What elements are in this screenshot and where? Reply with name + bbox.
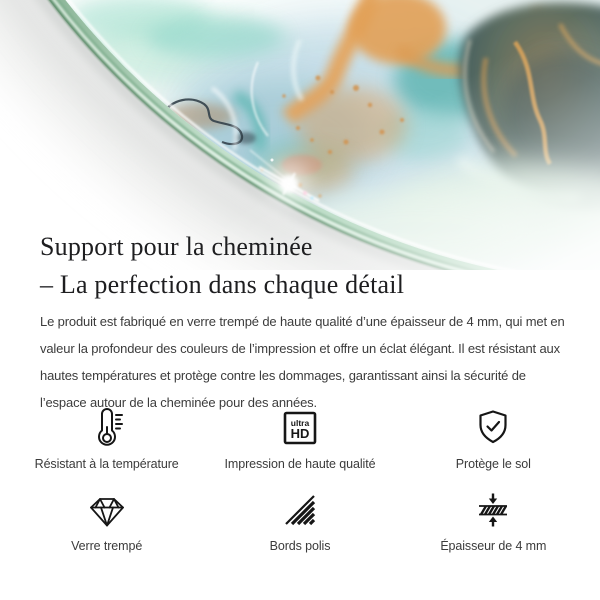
page-title (40, 228, 560, 304)
feature-temperature-resistant (10, 405, 203, 471)
ultra-hd-icon (278, 405, 322, 451)
page-title-line2: – La perfection dans chaque détail (40, 270, 405, 299)
diamond-icon (85, 487, 129, 533)
features-grid (10, 405, 590, 553)
feature-label: Résistant à la température (34, 457, 179, 471)
feature-label: Bords polis (269, 539, 331, 553)
feature-label: Verre trempé (71, 539, 143, 553)
svg-text:ultra: ultra (290, 418, 310, 428)
feature-label: Protège le sol (455, 457, 531, 471)
product-description: Le produit est fabriqué en verre trempé de haute qualité d’une épaisseur de 4 mm, qui met en valeur la profondeur des couleurs de l’impression et offre un éclat élégant. Il est résistant aux hautes températures et protège contre les dommages, garantissant ainsi la sécurité de l’espace autour de la cheminée pour des années. (40, 314, 565, 410)
feature-label: Épaisseur de 4 mm (440, 539, 547, 553)
shield-check-icon (471, 405, 515, 451)
page-title-line1: Support pour la cheminée (40, 232, 313, 261)
feature-label: Impression de haute qualité (224, 457, 376, 471)
feature-floor-protection (397, 405, 590, 471)
thermometer-icon (85, 405, 129, 451)
feature-polished-edges (203, 487, 396, 553)
feature-thickness (397, 487, 590, 553)
feature-print-quality (203, 405, 396, 471)
polished-edges-icon (278, 487, 322, 533)
feature-tempered-glass (10, 487, 203, 553)
thickness-icon (471, 487, 515, 533)
svg-text:HD: HD (290, 426, 310, 441)
